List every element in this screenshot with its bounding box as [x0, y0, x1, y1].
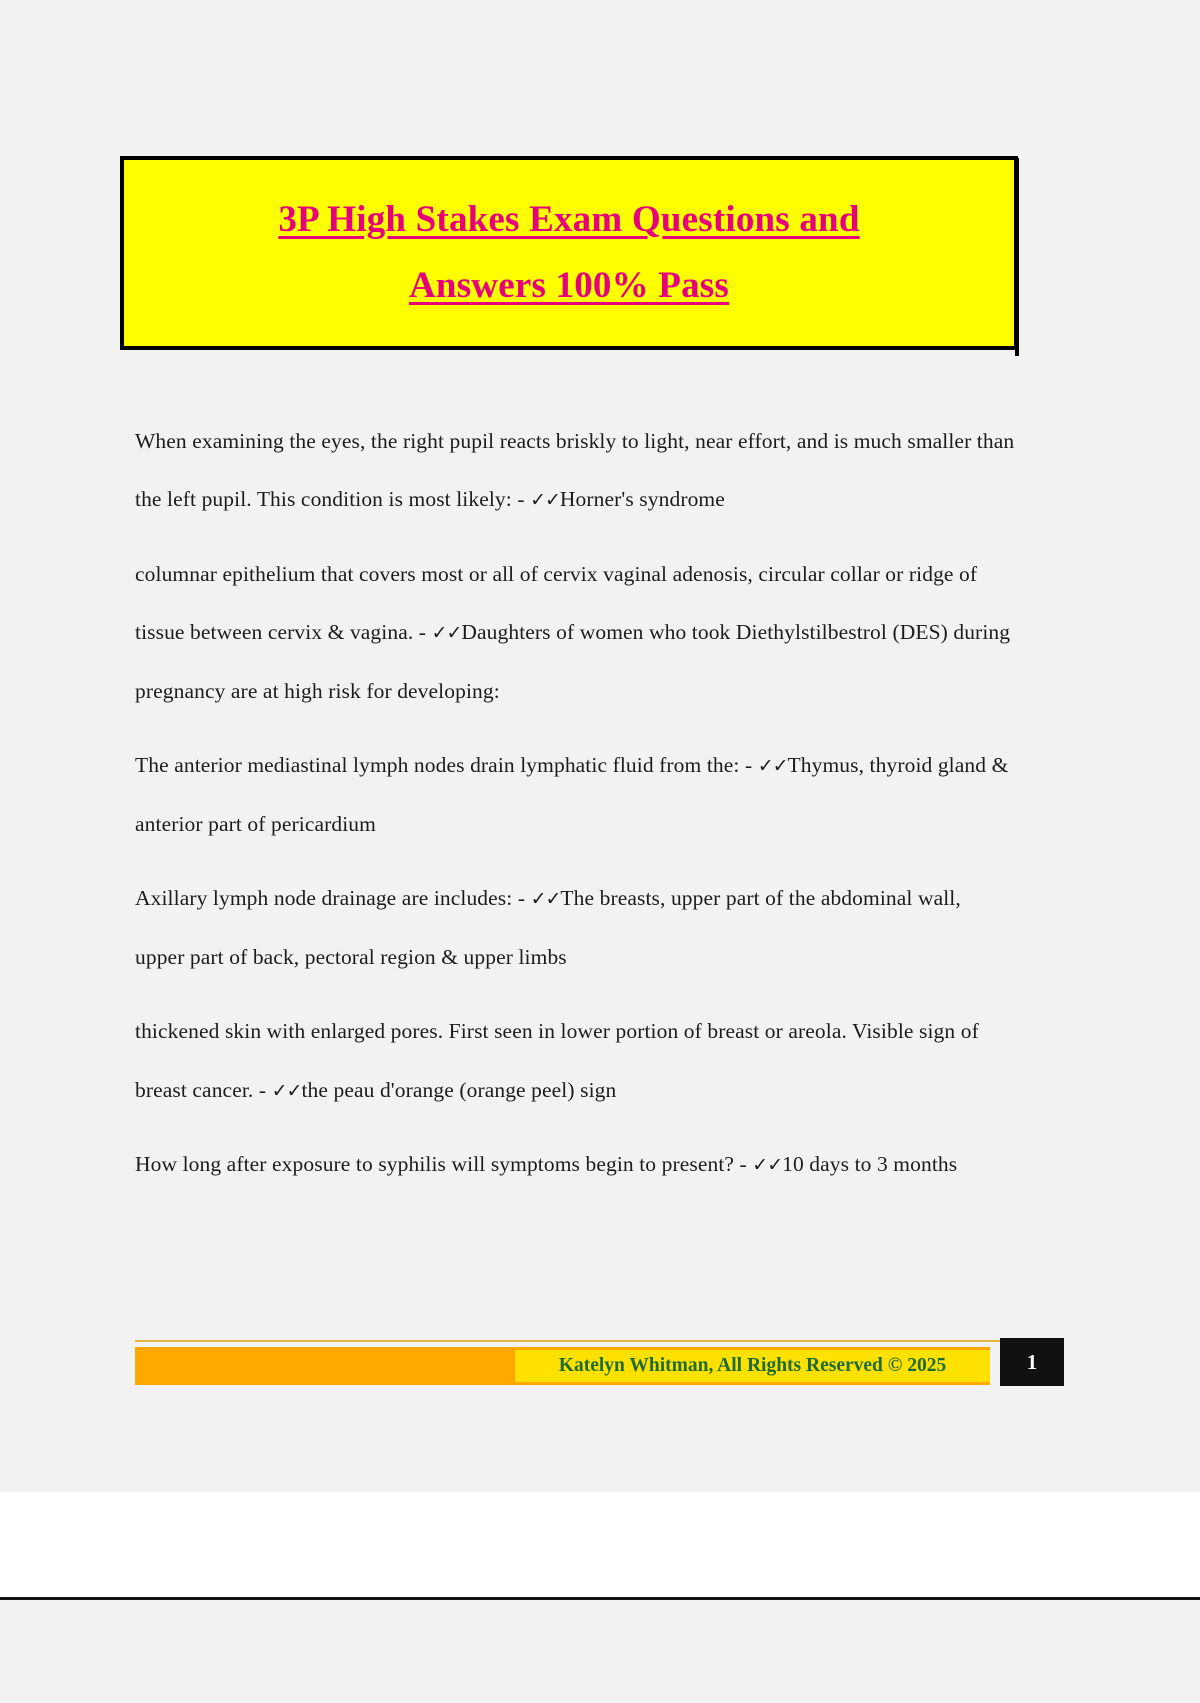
qa-prompt: thickened skin with enlarged pores. First seen in lower portion of breast or areola. Visible sign of breast cancer. - [135, 1019, 979, 1102]
check-marker-icon: ✓✓ [752, 1154, 783, 1177]
qa-answer: Daughters of women who took Diethylstilbestrol (DES) during pregnancy are at high risk for developing: [135, 620, 1011, 703]
check-marker-icon: ✓✓ [530, 888, 561, 911]
page-title-line-2: Answers 100% Pass [409, 265, 729, 306]
footer-copyright: Katelyn Whitman, All Rights Reserved © 2025 [515, 1350, 990, 1382]
qa-paragraph [135, 545, 1015, 720]
check-marker-icon: ✓✓ [530, 489, 560, 512]
page-gap [0, 1492, 1200, 1597]
qa-answer: Thymus, thyroid gland & anterior part of pericardium [135, 753, 1009, 836]
qa-answer: 10 days to 3 months [782, 1152, 958, 1177]
qa-prompt: The anterior mediastinal lymph nodes drain lymphatic fluid from the: - [135, 753, 758, 778]
qa-paragraph [135, 412, 1015, 529]
qa-prompt: How long after exposure to syphilis will symptoms begin to present? - [135, 1152, 753, 1177]
qa-answer: The breasts, upper part of the abdominal wall, upper part of back, pectoral region & upper limbs [135, 886, 961, 969]
check-marker-icon: ✓✓ [757, 755, 788, 778]
qa-answer: Horner's syndrome [559, 487, 725, 512]
qa-paragraph [135, 869, 1015, 986]
document-title-banner [120, 156, 1018, 350]
document-body [135, 412, 1015, 1210]
qa-paragraph [135, 736, 1015, 853]
check-marker-icon: ✓✓ [271, 1079, 302, 1102]
page-sheet-2-top [0, 1597, 1200, 1703]
qa-paragraph [135, 1135, 1015, 1193]
qa-prompt: Axillary lymph node drainage are includes: - [135, 886, 531, 911]
qa-prompt: columnar epithelium that covers most or all of cervix vaginal adenosis, circular collar or ridge of tissue between cervix & vagina. - [135, 561, 978, 645]
qa-prompt: When examining the eyes, the right pupil reacts briskly to light, near effort, and is much smaller than the left pupil. This condition is most likely: - [135, 429, 1015, 512]
check-marker-icon: ✓✓ [431, 622, 462, 645]
page-number: 1 [1000, 1338, 1064, 1386]
footer-divider [135, 1340, 1018, 1342]
page-title-line-1: 3P High Stakes Exam Questions and [278, 198, 860, 240]
qa-answer: the peau d'orange (orange peel) sign [301, 1077, 617, 1102]
qa-paragraph [135, 1002, 1015, 1119]
